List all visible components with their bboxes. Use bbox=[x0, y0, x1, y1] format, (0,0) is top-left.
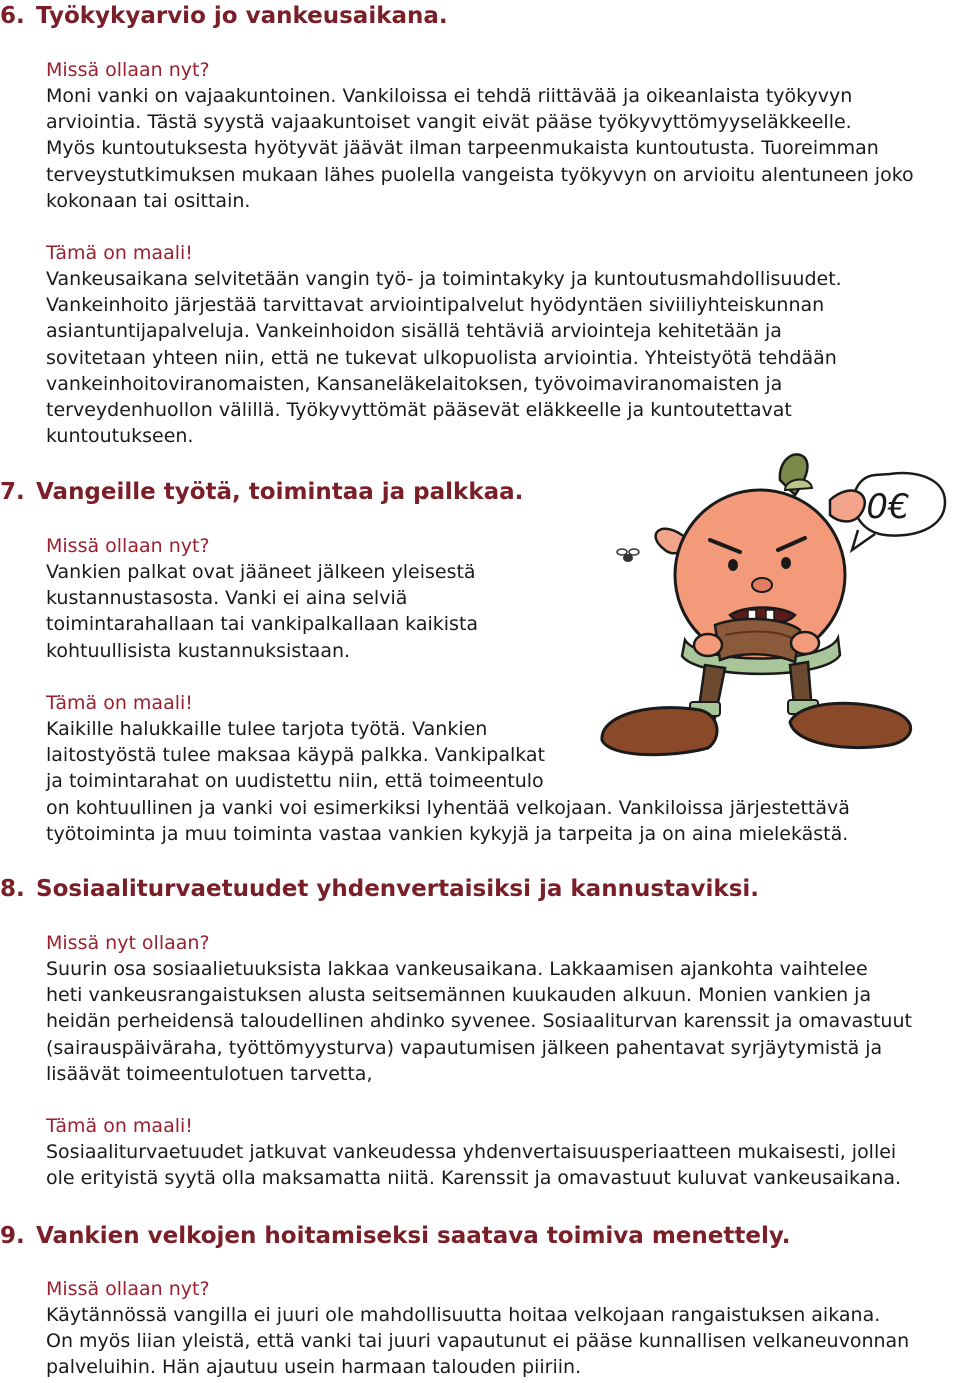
section-number: 8. bbox=[0, 876, 25, 902]
character-hat bbox=[780, 454, 812, 495]
character-hand-right bbox=[791, 632, 819, 654]
text-line: palveluihin. Hän ajautuu usein harmaan talouden piiriin. bbox=[46, 1356, 582, 1379]
section-8-now-text bbox=[46, 956, 912, 1087]
text-line: asiantuntijapalveluja. Vankeinhoidon sisällä tehtäviä arviointeja kehitetään ja bbox=[46, 320, 782, 343]
section-7-goal-label: Tämä on maali! bbox=[46, 692, 193, 714]
text-line: Vankeusaikana selvitetään vangin työ- ja toimintakyky ja kuntoutusmahdollisuudet. bbox=[46, 268, 842, 290]
text-line: vankeinhoitoviranomaisten, Kansaneläkelaitoksen, työvoimaviranomaisten ja bbox=[46, 372, 783, 395]
text-line: heidän perheidensä taloudellinen ahdinko syvenee. Sosiaaliturvan karenssit ja omavastuut bbox=[46, 1010, 912, 1033]
section-9-heading bbox=[0, 1222, 790, 1250]
text-line: kokonaan tai osittain. bbox=[46, 189, 251, 212]
text-line: sovitetaan yhteen niin, että ne tukevat ulkopuolista arviointia. Yhteistyötä tehdään bbox=[46, 346, 837, 369]
character-ear-right bbox=[830, 491, 865, 522]
text-line: laitostyöstä tulee maksaa käypä palkka. Vankipalkat bbox=[46, 744, 546, 767]
text-line: terveydenhuollon välillä. Työkyvyttömät pääsevät eläkkeelle ja kuntoutettavat bbox=[46, 399, 792, 422]
text-line: lisäävät toimeentulotuen tarvetta, bbox=[46, 1062, 373, 1085]
character-hand-left bbox=[694, 634, 722, 656]
section-9-now-text bbox=[46, 1302, 909, 1381]
speech-bubble bbox=[852, 473, 945, 550]
empty-wallet-icon bbox=[715, 619, 800, 662]
section-number: 6. bbox=[0, 3, 25, 29]
text-line: on kohtuullinen ja vanki voi esimerkiksi lyhentää velkojaan. Vankiloissa järjestettävä bbox=[46, 796, 850, 819]
text-line: arviointia. Tästä syystä vajaakuntoiset vangit eivät pääse työkyvyttömyyseläkkeelle. bbox=[46, 111, 852, 134]
section-6-goal-text bbox=[46, 266, 842, 449]
fly-icon bbox=[617, 549, 639, 562]
text-line: kustannustasosta. Vanki ei aina selviä bbox=[46, 587, 408, 610]
section-9-now-label: Missä ollaan nyt? bbox=[46, 1278, 210, 1300]
text-line: heti vankeusrangaistuksen alusta seitsemännen kuukauden alkuun. Monien vankien ja bbox=[46, 984, 872, 1007]
text-line: kuntoutukseen. bbox=[46, 425, 194, 448]
text-line: On myös liian yleistä, että vanki tai juuri vapautunut ei pääse kunnallisen velkaneuvonnan bbox=[46, 1330, 910, 1353]
section-7-now-label: Missä ollaan nyt? bbox=[46, 535, 210, 557]
section-number: 7. bbox=[0, 479, 25, 505]
text-line: Kaikille halukkaille tulee tarjota työtä. Vankien bbox=[46, 718, 488, 740]
text-line: Vankien palkat ovat jääneet jälkeen yleisestä bbox=[46, 561, 476, 583]
section-6-now-label: Missä ollaan nyt? bbox=[46, 59, 210, 81]
section-8-goal-text bbox=[46, 1139, 901, 1191]
section-title: Työkykyarvio jo vankeusaikana. bbox=[36, 3, 448, 29]
text-line: työtoiminta ja muu toiminta vastaa vankien kykyjä ja tarpeita ja on aina mielekästä. bbox=[46, 822, 849, 845]
section-8-heading bbox=[0, 875, 759, 903]
section-title: Vangeille työtä, toimintaa ja palkkaa. bbox=[36, 479, 524, 505]
section-7-heading bbox=[0, 478, 523, 506]
cartoon-illustration bbox=[590, 440, 960, 770]
text-line: Moni vanki on vajaakuntoinen. Vankiloissa ei tehdä riittävää ja oikeanlaista työkyvyn bbox=[46, 85, 853, 107]
text-line: terveystutkimuksen mukaan lähes puolella vangeista työkyvyn on arvioitu alentuneen joko bbox=[46, 163, 914, 186]
section-6-now-text bbox=[46, 83, 914, 214]
section-number: 9. bbox=[0, 1223, 25, 1249]
speech-bubble-text: 0€ bbox=[866, 487, 910, 527]
text-line: ja toimintarahat on uudistettu niin, että toimeentulo bbox=[46, 770, 544, 793]
character-shoe-left bbox=[602, 708, 717, 755]
text-line: Myös kuntoutuksesta hyötyvät jäävät ilman tarpeenmukaista kuntoutusta. Tuoreimman bbox=[46, 137, 879, 160]
section-6-heading bbox=[0, 2, 448, 30]
text-line: kohtuullisista kustannuksistaan. bbox=[46, 639, 351, 662]
text-line: Suurin osa sosiaalietuuksista lakkaa vankeusaikana. Lakkaamisen ajankohta vaihtelee bbox=[46, 958, 868, 980]
text-line: (sairauspäiväraha, työttömyysturva) vapautumisen jälkeen pahentavat syrjäytymistä ja bbox=[46, 1036, 883, 1059]
text-line: Vankeinhoito järjestää tarvittavat arviointipalvelut hyödyntäen siviiliyhteiskunnan bbox=[46, 294, 825, 317]
text-line: toimintarahallaan tai vankipalkallaan kaikista bbox=[46, 613, 479, 636]
section-8-goal-label: Tämä on maali! bbox=[46, 1115, 193, 1137]
character-shoe-right bbox=[790, 703, 911, 747]
text-line: Sosiaaliturvaetuudet jatkuvat vankeudessa yhdenvertaisuusperiaatteen mukaisesti, jollei bbox=[46, 1141, 897, 1163]
section-title: Sosiaaliturvaetuudet yhdenvertaisiksi ja kannustaviksi. bbox=[36, 876, 760, 902]
section-7-now-text bbox=[46, 559, 478, 664]
text-line: ole erityistä syytä olla maksamatta niitä. Karenssit ja omavastuut kuluvat vankeusaikana. bbox=[46, 1167, 902, 1190]
section-8-now-label: Missä nyt ollaan? bbox=[46, 932, 210, 954]
section-6-goal-label: Tämä on maali! bbox=[46, 242, 193, 264]
section-title: Vankien velkojen hoitamiseksi saatava toimiva menettely. bbox=[36, 1223, 791, 1249]
text-line: Käytännössä vangilla ei juuri ole mahdollisuutta hoitaa velkojaan rangaistuksen aikana. bbox=[46, 1304, 881, 1326]
